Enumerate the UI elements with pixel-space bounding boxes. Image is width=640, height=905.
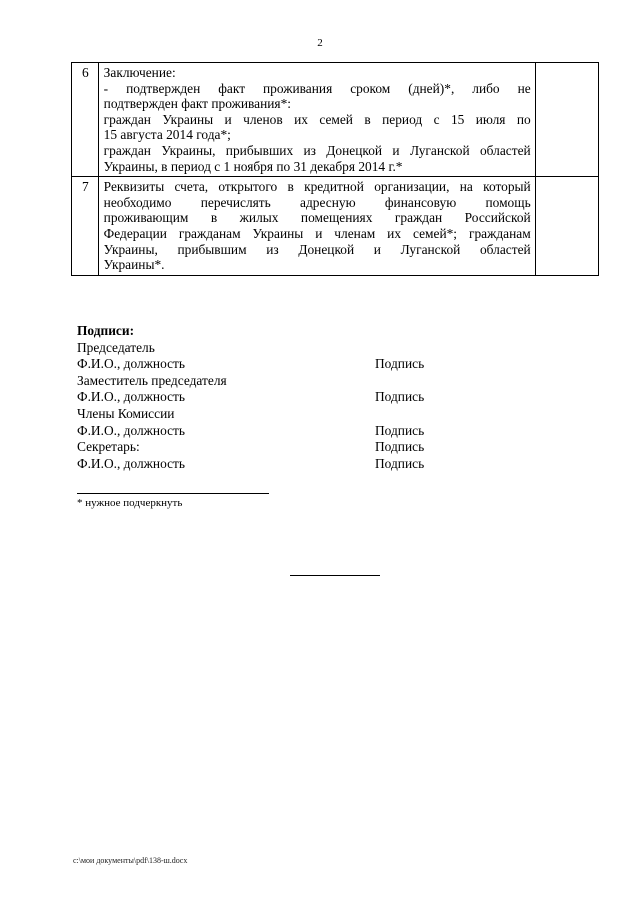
name-position-label: Ф.И.О., должность [77, 422, 186, 438]
deputy-signature-row [77, 389, 477, 406]
text-line: Украины*. [103, 257, 165, 273]
text-line: Федерации гражданам Украины и членам их семей*; гражданам [103, 225, 531, 241]
page-number: 2 [317, 37, 323, 49]
signature-label: Подпись [375, 422, 425, 438]
text-line: необходимо перечислять адресную финансовую помощь [103, 194, 531, 210]
file-path: c:\мои документы\pdf\138-ш.docx [73, 856, 188, 865]
signatures-block [77, 323, 477, 472]
footnote: * нужное подчеркнуть [77, 497, 183, 509]
text-line: 15 августа 2014 года*; [103, 127, 231, 143]
conclusion-table [71, 62, 599, 276]
signature-label: Подпись [375, 356, 425, 372]
signature-label: Подпись [375, 455, 425, 471]
members-signature-row [77, 423, 477, 440]
text-line: проживающим в жилых помещениях граждан Российской [103, 210, 531, 226]
row-content-conclusion [98, 63, 535, 177]
members-title: Члены Комиссии [77, 405, 175, 421]
text-line: Реквизиты счета, открытого в кредитной организации, на который [103, 179, 531, 195]
secretary-signature-row [77, 456, 477, 473]
text-line: подтвержден факт проживания*: [103, 96, 292, 112]
signature-label: Подпись [375, 389, 425, 405]
end-divider [290, 575, 380, 576]
text-line: Украины, прибывшим из Донецкой и Луганской областей [103, 241, 531, 257]
deputy-title: Заместитель председателя [77, 372, 227, 388]
text-line: Заключение: [103, 65, 176, 80]
text-line: Украины, в период с 1 ноября по 31 декабря 2014 г.* [103, 158, 403, 174]
name-position-label: Ф.И.О., должность [77, 356, 186, 372]
signature-label: Подпись [375, 439, 425, 455]
chair-title: Председатель [77, 339, 155, 355]
secretary-title-row [77, 439, 477, 456]
chair-signature-row [77, 356, 477, 373]
row-number: 7 [72, 177, 99, 276]
row-content-account-details [98, 177, 535, 276]
text-line: граждан Украины и членов их семей в период с 15 июля по [103, 111, 531, 127]
table-row-7 [72, 177, 599, 276]
row-number: 6 [72, 63, 99, 177]
empty-cell [535, 177, 598, 276]
signatures-heading: Подписи: [77, 323, 135, 338]
table-row-6 [72, 63, 599, 177]
name-position-label: Ф.И.О., должность [77, 389, 186, 405]
text-line: граждан Украины, прибывших из Донецкой и Луганской областей [103, 142, 531, 158]
secretary-title: Секретарь: [77, 439, 140, 455]
text-line: - подтвержден факт проживания сроком (дней)*, либо не [103, 80, 531, 96]
footnote-divider [77, 493, 269, 494]
empty-cell [535, 63, 598, 177]
name-position-label: Ф.И.О., должность [77, 455, 186, 471]
